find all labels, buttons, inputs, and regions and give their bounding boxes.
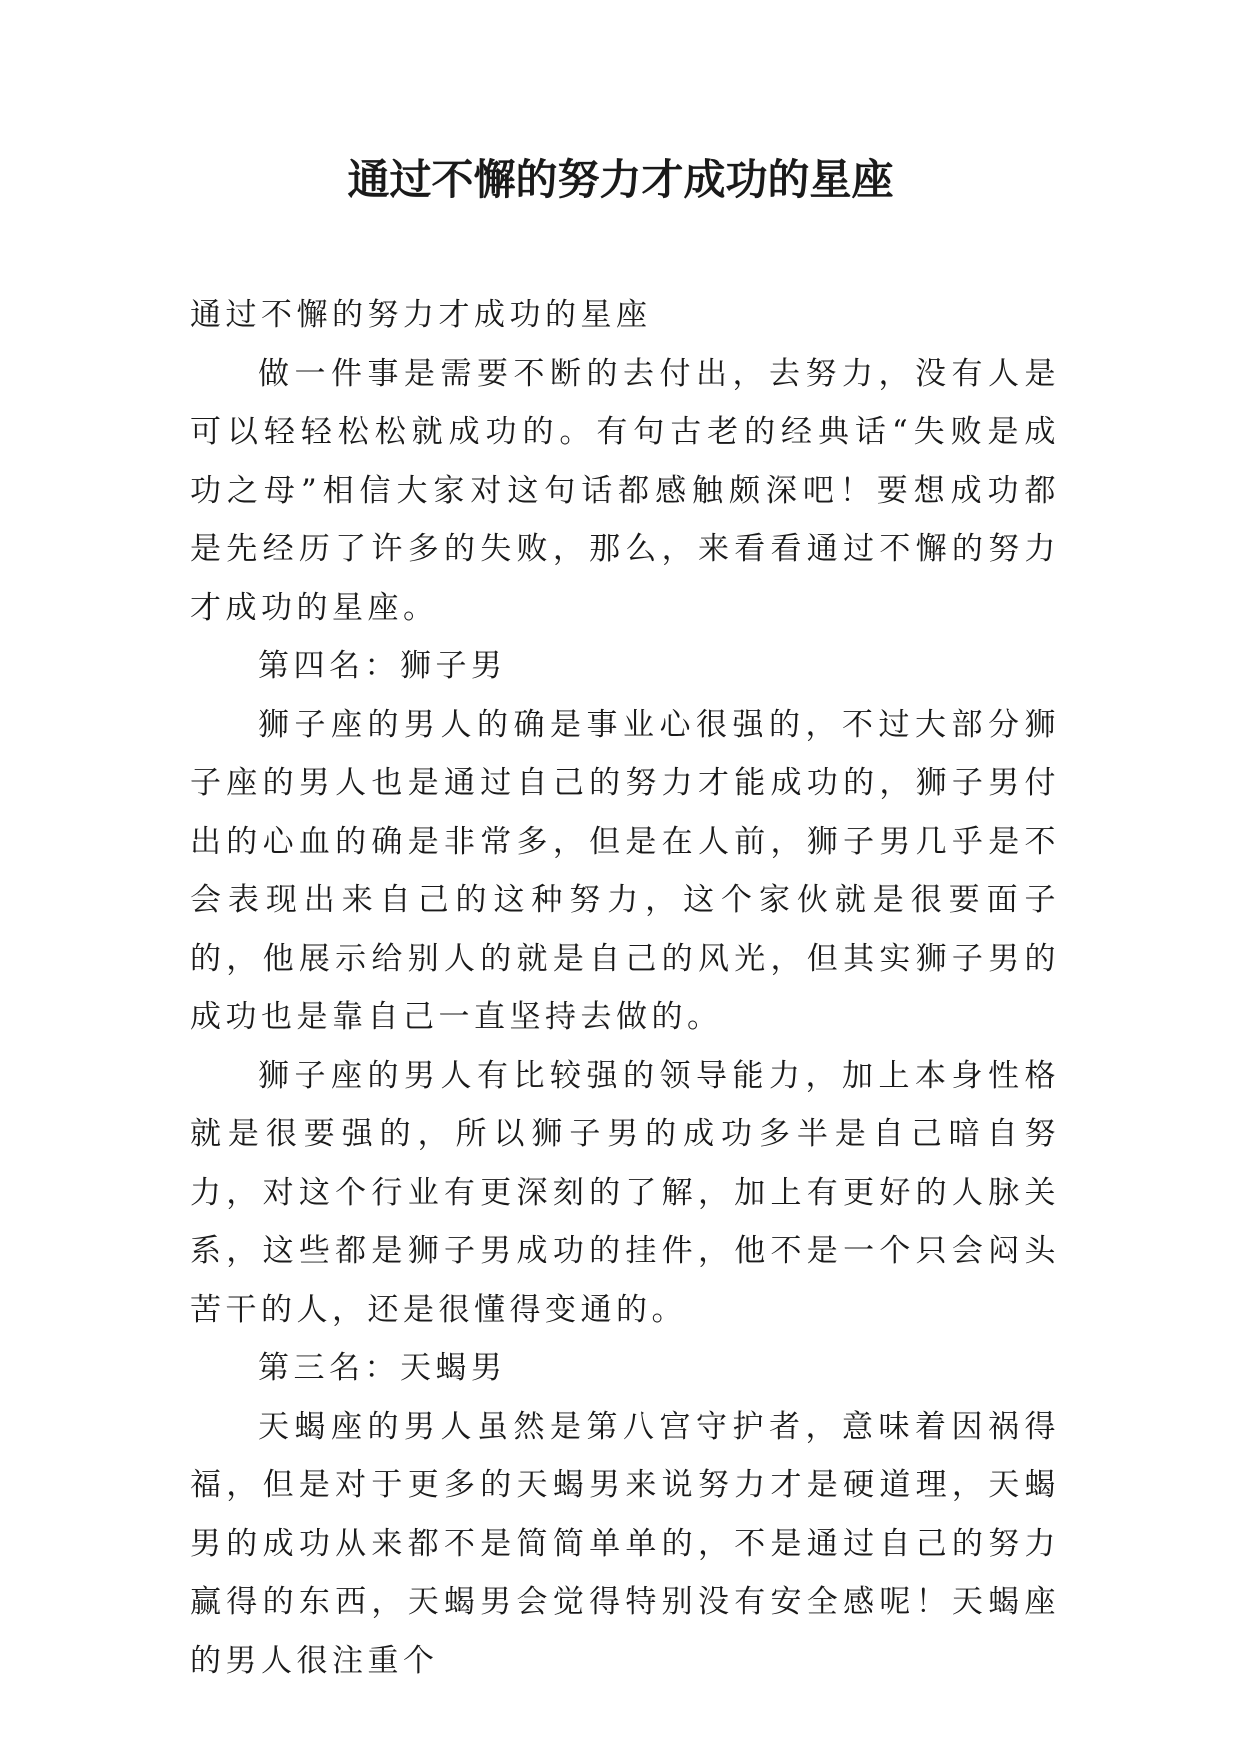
document-body [190,286,1060,1690]
paragraph-scorpio-1: 天蝎座的男人虽然是第八宫守护者，意味着因祸得福，但是对于更多的天蝎男来说努力才是硬道理，天蝎男的成功从来都不是简简单单的，不是通过自己的努力赢得的东西，天蝎男会觉得特别没有安全感呢！天蝎座的男人很注重个 [190,1408,1060,1679]
paragraph-intro: 做一件事是需要不断的去付出，去努力，没有人是可以轻轻松松就成功的。有句古老的经典话“失败是成功之母”相信大家对这句话都感触颇深吧！要想成功都是先经历了许多的失败，那么，来看看通过不懈的努力才成功的星座。 [190,355,1060,626]
paragraph-leo-1: 狮子座的男人的确是事业心很强的，不过大部分狮子座的男人也是通过自己的努力才能成功的，狮子男付出的心血的确是非常多，但是在人前，狮子男几乎是不会表现出来自己的这种努力，这个家伙就是很要面子的，他展示给别人的就是自己的风光，但其实狮子男的成功也是靠自己一直坚持去做的。 [190,706,1060,1035]
document-title: 通过不懈的努力才成功的星座 [347,155,894,204]
paragraph-heading: 通过不懈的努力才成功的星座 [190,297,652,333]
section-heading-leo: 第四名：狮子男 [258,648,507,684]
paragraph-leo-2: 狮子座的男人有比较强的领导能力，加上本身性格就是很要强的，所以狮子男的成功多半是自己暗自努力，对这个行业有更深刻的了解，加上有更好的人脉关系，这些都是狮子男成功的挂件，他不是一个只会闷头苦干的人，还是很懂得变通的。 [190,1057,1060,1328]
section-heading-scorpio: 第三名：天蝎男 [258,1350,507,1386]
